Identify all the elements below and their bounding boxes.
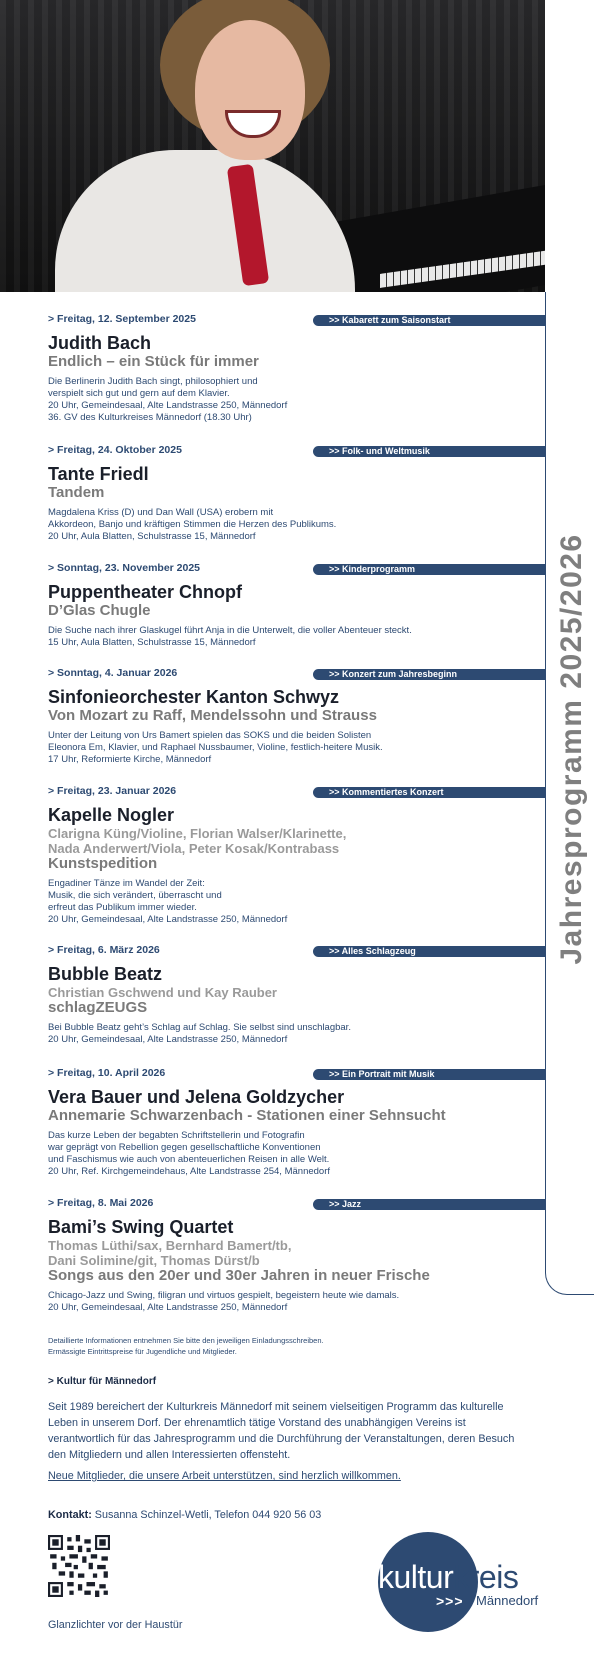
event-name: Bubble Beatz (48, 964, 163, 984)
desc-line: 20 Uhr, Ref. Kirchgemeindehaus, Alte Landstrasse 254, Männedorf (48, 1166, 331, 1177)
desc-line: war geprägt von Rebellion gegen gesellschaftliche Konventionen (48, 1142, 321, 1153)
welcome-text: Neue Mitglieder, die unsere Arbeit unterstützen, sind herzlich willkommen. (48, 1470, 401, 1482)
event-description (48, 507, 545, 543)
desc-line: Akkordeon, Banjo und kräftigen Stimmen die Herzen des Publikums. (48, 519, 337, 530)
desc-line: erfreut das Publikum immer wieder. (48, 902, 197, 913)
kfm-heading: > Kultur für Männedorf (48, 1376, 157, 1387)
tagline: Glanzlichter vor der Haustür (48, 1619, 183, 1631)
event-date: > Freitag, 6. März 2026 (48, 944, 160, 956)
side-title-frame (545, 292, 594, 1295)
event-name: Puppentheater Chnopf (48, 582, 242, 602)
event-description (48, 878, 545, 926)
desc-line: Unter der Leitung von Urs Bamert spielen das SOKS und die beiden Solisten (48, 730, 372, 741)
desc-line: Chicago-Jazz und Swing, filigran und virtuos gespielt, begeistern heute wie damals. (48, 1290, 400, 1301)
event-date: > Freitag, 23. Januar 2026 (48, 785, 177, 797)
desc-line: Die Suche nach ihrer Glaskugel führt Anja in die Unterwelt, die voller Abenteuer steckt. (48, 625, 412, 636)
event-date: > Freitag, 24. Oktober 2025 (48, 444, 182, 456)
event-description (48, 730, 545, 766)
desc-line: Bei Bubble Beatz geht’s Schlag auf Schlag. Sie selbst sind unschlagbar. (48, 1022, 351, 1033)
desc-line: Das kurze Leben der begabten Schriftstellerin und Fotografin (48, 1130, 305, 1141)
logo-place: Männedorf (476, 1593, 539, 1608)
event-8 (48, 1196, 545, 1314)
event-4 (48, 666, 545, 766)
event-5 (48, 784, 545, 926)
logo-arrows: >>> (436, 1593, 464, 1609)
event-date: > Freitag, 8. Mai 2026 (48, 1197, 154, 1209)
hero-photo (0, 0, 545, 292)
logo (378, 1560, 518, 1594)
event-7 (48, 1066, 545, 1178)
desc-line: Magdalena Kriss (D) und Dan Wall (USA) erobern mit (48, 507, 274, 518)
event-3 (48, 561, 545, 649)
event-1 (48, 312, 545, 424)
performer-face (195, 20, 305, 160)
desc-line: 20 Uhr, Gemeindesaal, Alte Landstrasse 250, Männedorf (48, 1034, 288, 1045)
performer-line: Thomas Lüthi/sax, Bernhard Bamert/tb, (48, 1238, 292, 1253)
event-tag: >> Ein Portrait mit Musik (313, 1069, 545, 1080)
event-subtitle: Annemarie Schwarzenbach - Stationen einer Sehnsucht (48, 1107, 446, 1124)
desc-line: verspielt sich gut und gern auf dem Klavier. (48, 388, 230, 399)
event-name: Vera Bauer und Jelena Goldzycher (48, 1087, 345, 1107)
event-performers (48, 985, 545, 1000)
event-description (48, 1130, 545, 1178)
event-subtitle: Tandem (48, 484, 105, 501)
event-subtitle: D’Glas Chugle (48, 602, 151, 619)
desc-line: Engadiner Tänze im Wandel der Zeit: (48, 878, 205, 889)
event-tag: >> Alles Schlagzeug (313, 946, 545, 957)
event-date: > Sonntag, 4. Januar 2026 (48, 667, 178, 679)
desc-line: 20 Uhr, Aula Blatten, Schulstrasse 15, Männedorf (48, 531, 256, 542)
event-performers (48, 1238, 545, 1268)
desc-line: 15 Uhr, Aula Blatten, Schulstrasse 15, Männedorf (48, 637, 256, 648)
side-title: Jahresprogramm 2025/2026 (555, 533, 588, 965)
desc-line: 20 Uhr, Gemeindesaal, Alte Landstrasse 250, Männedorf (48, 914, 288, 925)
event-description (48, 376, 545, 424)
desc-line: 36. GV des Kulturkreises Männedorf (18.30 Uhr) (48, 412, 252, 423)
event-tag: >> Kommentiertes Konzert (313, 787, 545, 798)
event-subtitle: Songs aus den 20er und 30er Jahren in neuer Frische (48, 1267, 430, 1284)
desc-line: Eleonora Em, Klavier, und Raphael Nussbaumer, Violine, festlich-heitere Musik. (48, 742, 383, 753)
contact (48, 1509, 321, 1521)
event-2 (48, 443, 545, 543)
performer-line: Christian Gschwend und Kay Rauber (48, 985, 277, 1000)
desc-line: Musik, die sich verändert, überrascht und (48, 890, 222, 901)
event-subtitle: schlagZEUGS (48, 999, 148, 1016)
event-subtitle: Von Mozart zu Raff, Mendelssohn und Strauss (48, 707, 377, 724)
logo-word-a: kultur (378, 1559, 454, 1595)
event-tag: >> Folk- und Weltmusik (313, 446, 545, 457)
event-name: Tante Friedl (48, 464, 149, 484)
event-tag: >> Jazz (313, 1199, 545, 1210)
event-name: Bami’s Swing Quartet (48, 1217, 234, 1237)
desc-line: 20 Uhr, Gemeindesaal, Alte Landstrasse 250, Männedorf (48, 400, 288, 411)
contact-label: Kontakt: (48, 1509, 92, 1521)
desc-line: 17 Uhr, Reformierte Kirche, Männedorf (48, 754, 212, 765)
event-tag: >> Konzert zum Jahresbeginn (313, 669, 545, 680)
desc-line: Die Berlinerin Judith Bach singt, philosophiert und (48, 376, 258, 387)
contact-value: Susanna Schinzel-Wetli, Telefon 044 920 56 03 (94, 1509, 322, 1521)
event-performers (48, 826, 545, 856)
footnote (48, 1335, 324, 1357)
event-name: Judith Bach (48, 333, 152, 353)
performer-line: Dani Solimine/git, Thomas Dürst/b (48, 1253, 260, 1268)
event-date: > Freitag, 12. September 2025 (48, 313, 196, 325)
desc-line: und Faschismus wie auch von abenteuerlichen Reisen in alle Welt. (48, 1154, 330, 1165)
event-name: Sinfonieorchester Kanton Schwyz (48, 687, 340, 707)
performer-line: Clarigna Küng/Violine, Florian Walser/Klarinette, (48, 826, 347, 841)
event-date: > Freitag, 10. April 2026 (48, 1067, 166, 1079)
event-tag: >> Kinderprogramm (313, 564, 545, 575)
event-description (48, 1290, 545, 1314)
event-description (48, 625, 545, 649)
footnote-line: Detaillierte Informationen entnehmen Sie bitte den jeweiligen Einladungsschreiben. (48, 1336, 324, 1345)
event-subtitle: Endlich – ein Stück für immer (48, 353, 259, 370)
desc-line: 20 Uhr, Gemeindesaal, Alte Landstrasse 250, Männedorf (48, 1302, 288, 1313)
event-date: > Sonntag, 23. November 2025 (48, 562, 201, 574)
event-name: Kapelle Nogler (48, 805, 175, 825)
event-subtitle: Kunstspedition (48, 855, 158, 872)
event-tag: >> Kabarett zum Saisonstart (313, 315, 545, 326)
logo-word-b: kreis (453, 1559, 519, 1595)
event-description (48, 1022, 545, 1046)
performer-line: Nada Anderwert/Viola, Peter Kosak/Kontrabass (48, 841, 340, 856)
event-6 (48, 943, 545, 1046)
kfm-text: Seit 1989 bereichert der Kulturkreis Männedorf mit seinem vielseitigen Programm das kulturelle Leben in unserem Dorf. Der ehrenamtlich tätige Vorstand des unabhängigen Vereins ist verantwortlich für das Jahresprogramm und die Durchführung der Veranstaltungen, deren Besuch den Mitgliedern und allen Interessierten offensteht. (48, 1401, 515, 1461)
footnote-line: Ermässigte Eintrittspreise für Jugendliche und Mitglieder. (48, 1347, 237, 1356)
qr-code[interactable] (48, 1535, 110, 1597)
